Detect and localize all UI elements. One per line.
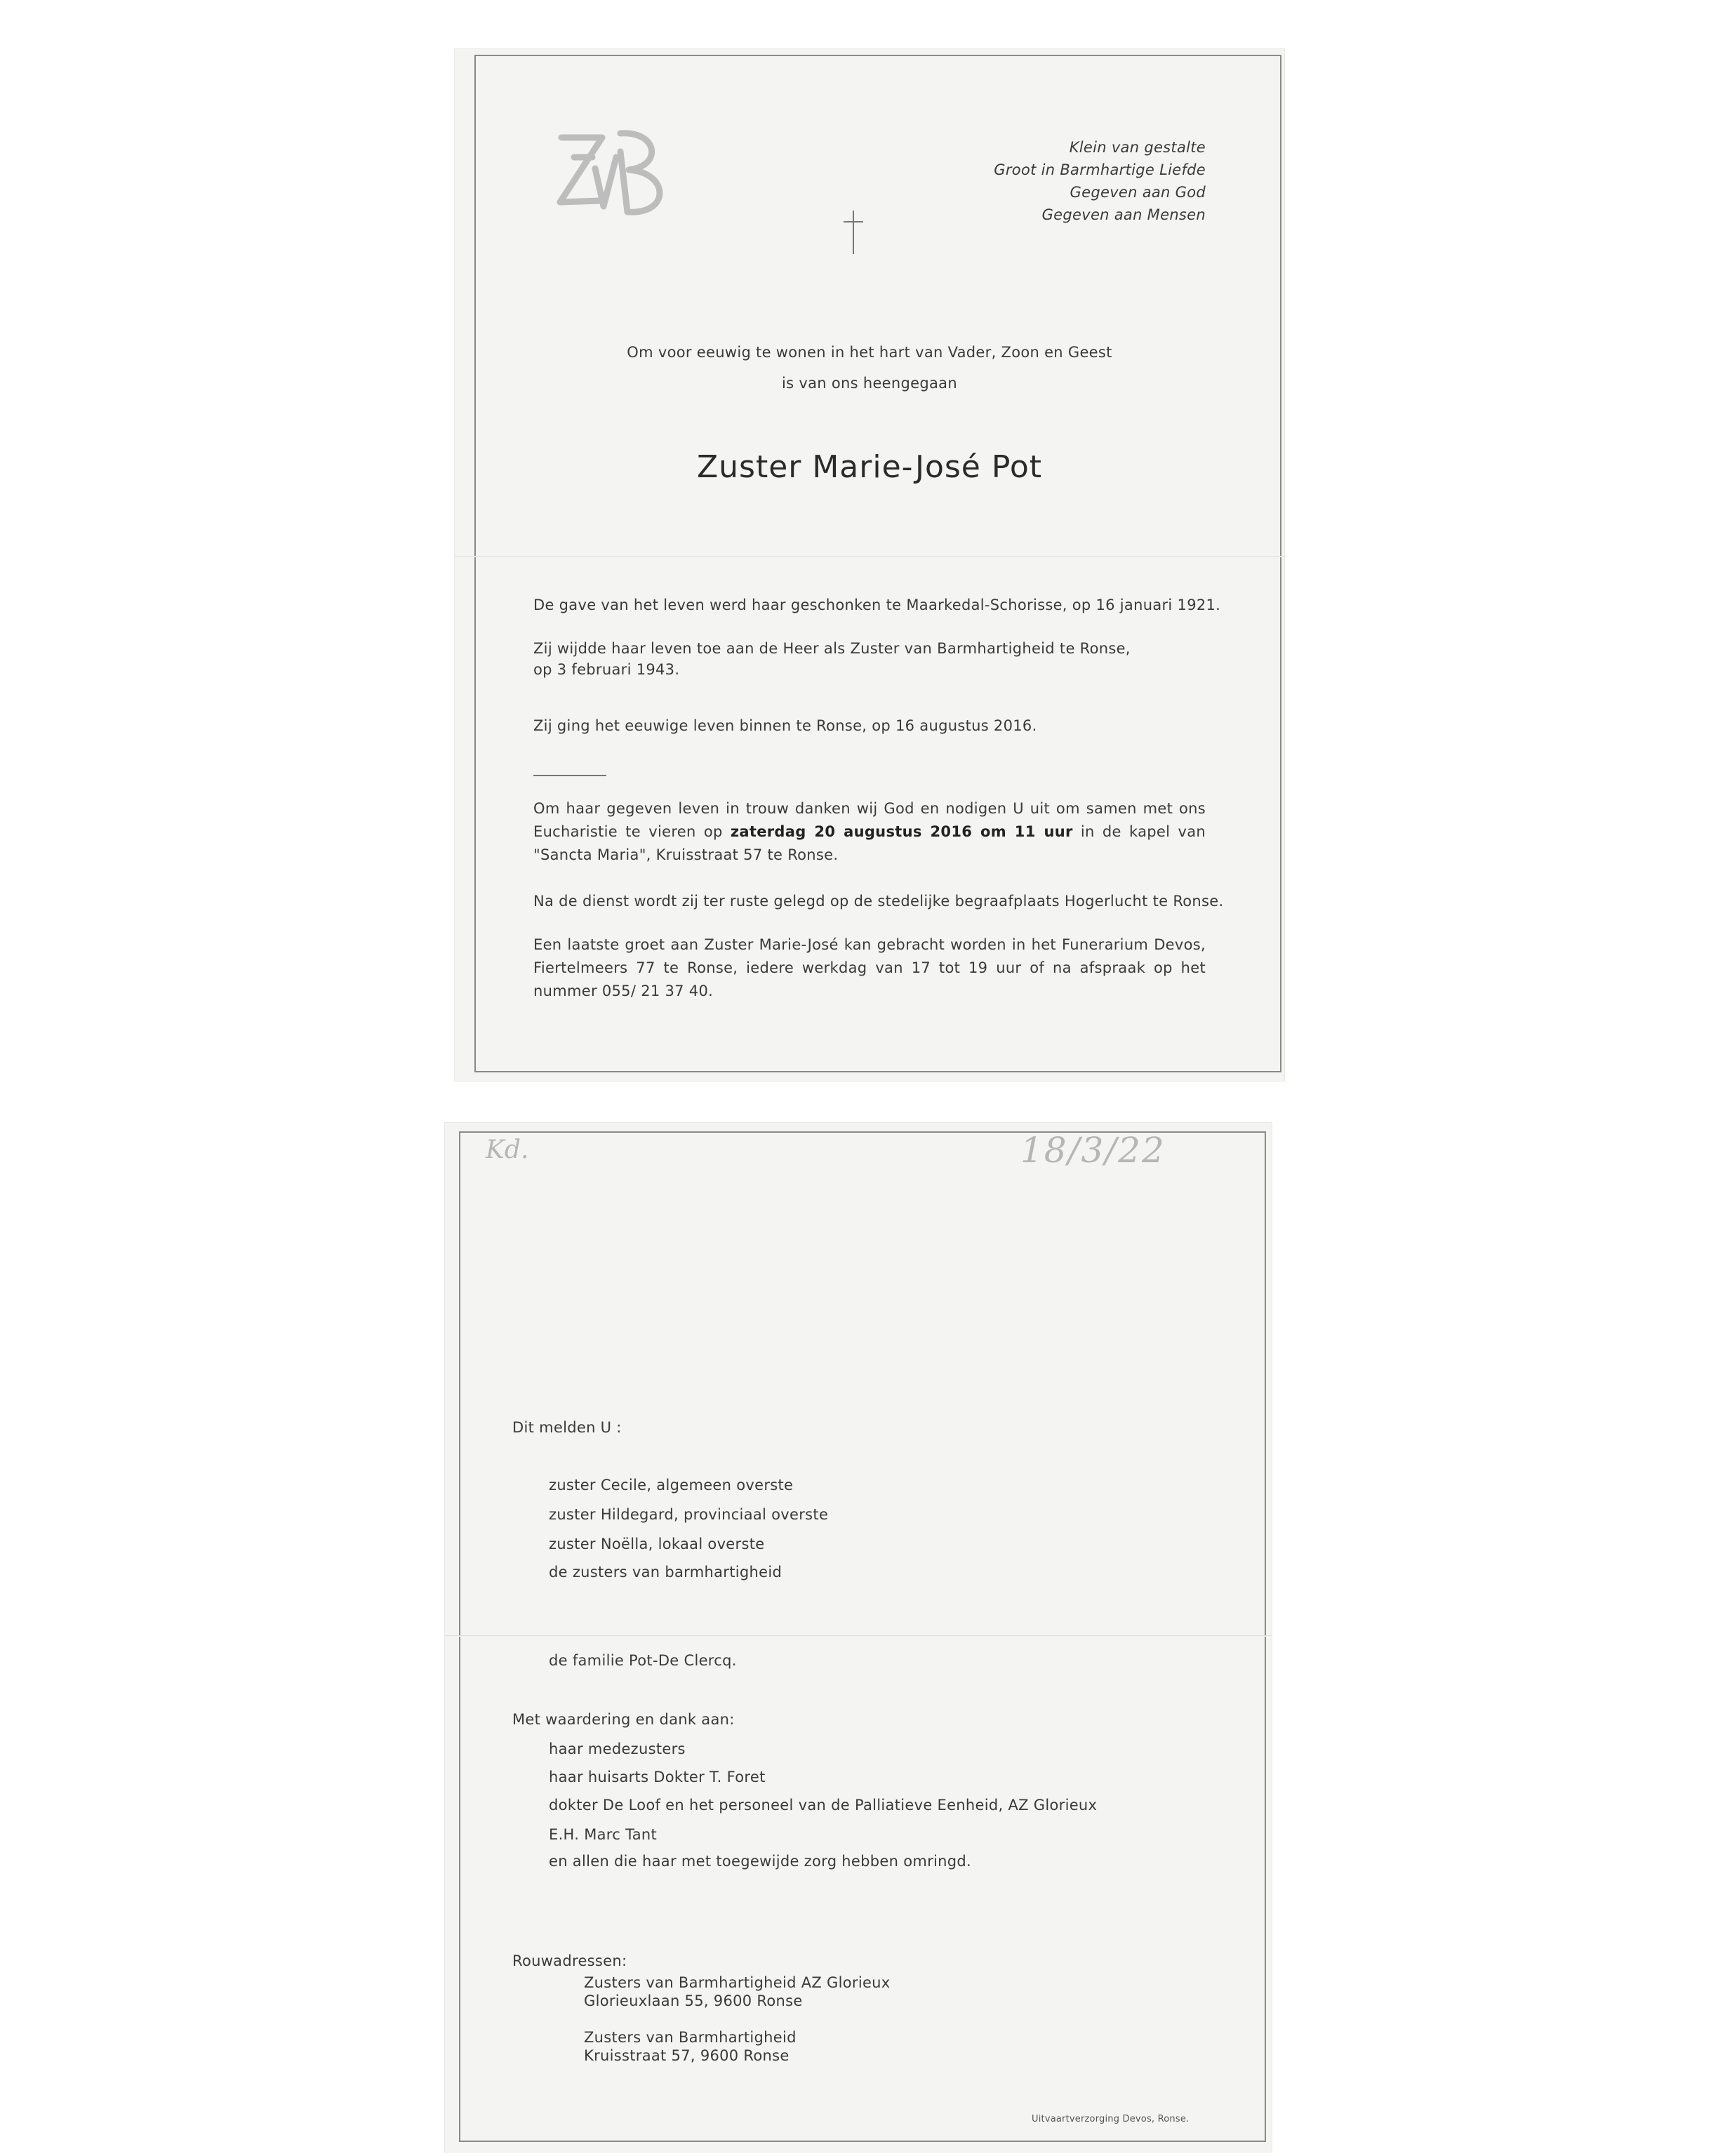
thanks-item: dokter De Loof en het personeel van de Palliatieve Eenheid, AZ Glorieux xyxy=(549,1797,1098,1814)
farewell-text: Een laatste groet aan Zuster Marie-José kan gebracht worden in het Funerarium Devos, Fiertelmeers 77 te Ronse, iedere werkdag van 17 tot 19 uur of na afspraak op het nummer 055/ 21 37 40. xyxy=(533,936,1206,999)
handwritten-date: 18/3/22 xyxy=(1020,1130,1166,1171)
service-date: zaterdag 20 augustus 2016 om 11 uur xyxy=(730,823,1073,840)
address-line: Zusters van Barmhartigheid AZ Glorieux xyxy=(584,1974,891,1991)
intro-line: Om voor eeuwig te wonen in het hart van Vader, Zoon en Geest xyxy=(627,344,1112,361)
fold-line xyxy=(445,1635,1272,1637)
death-text: Zij ging het eeuwige leven binnen te Ronse, op 16 augustus 2016. xyxy=(533,717,1037,734)
announcer: zuster Noëlla, lokaal overste xyxy=(549,1536,765,1552)
poem-line: Gegeven aan Mensen xyxy=(1041,206,1206,223)
address-line: Kruisstraat 57, 9600 Ronse xyxy=(584,2047,790,2064)
card-back xyxy=(445,1123,1272,2152)
vows-text: Zij wijdde haar leven toe aan de Heer als Zuster van Barmhartigheid te Ronse, xyxy=(533,640,1131,657)
addresses-heading: Rouwadressen: xyxy=(512,1952,627,1969)
poem-line: Groot in Barmhartige Liefde xyxy=(994,161,1206,178)
poem-line: Klein van gestalte xyxy=(1069,139,1206,156)
announcer: zuster Cecile, algemeen overste xyxy=(549,1477,794,1493)
service-text: Om haar gegeven leven in trouw danken wij God en nodigen U uit om samen met ons Eucharistie te vieren op zaterdag 20 augustus 2016 om 11 uur in de kapel van "Sancta Maria", Kruisstraat 57 te Ronse. xyxy=(533,800,1206,863)
card-front xyxy=(455,49,1284,1081)
family-text: de familie Pot-De Clercq. xyxy=(549,1652,737,1669)
poem-line: Gegeven aan God xyxy=(1070,184,1206,201)
thanks-heading: Met waardering en dank aan: xyxy=(512,1711,735,1728)
thanks-item: haar huisarts Dokter T. Foret xyxy=(549,1769,766,1785)
announcer: de zusters van barmhartigheid xyxy=(549,1564,782,1581)
handwritten-initials: Kd. xyxy=(486,1136,529,1164)
thanks-item: haar medezusters xyxy=(549,1741,686,1757)
birth-text: De gave van het leven werd haar geschonken te Maarkedal-Schorisse, op 16 januari 1921. xyxy=(533,597,1221,613)
address-line: Zusters van Barmhartigheid xyxy=(584,2029,797,2046)
announce-heading: Dit melden U : xyxy=(512,1419,622,1436)
printer-credit: Uitvaartverzorging Devos, Ronse. xyxy=(1032,2114,1190,2124)
burial-text: Na de dienst wordt zij ter ruste gelegd op de stedelijke begraafplaats Hogerlucht te Ronse. xyxy=(533,893,1224,910)
thanks-item: E.H. Marc Tant xyxy=(549,1826,658,1843)
address-line: Glorieuxlaan 55, 9600 Ronse xyxy=(584,1992,803,2009)
fold-line xyxy=(455,556,1284,557)
zb-logo xyxy=(552,124,678,229)
announcer: zuster Hildegard, provinciaal overste xyxy=(549,1506,829,1523)
divider xyxy=(533,775,606,776)
deceased-name: Zuster Marie-José Pot xyxy=(696,449,1042,485)
thanks-item: en allen die haar met toegewijde zorg hebben omringd. xyxy=(549,1853,972,1870)
cross-icon xyxy=(839,209,867,255)
vows-text: op 3 februari 1943. xyxy=(533,661,680,678)
intro-line: is van ons heengegaan xyxy=(782,375,957,392)
